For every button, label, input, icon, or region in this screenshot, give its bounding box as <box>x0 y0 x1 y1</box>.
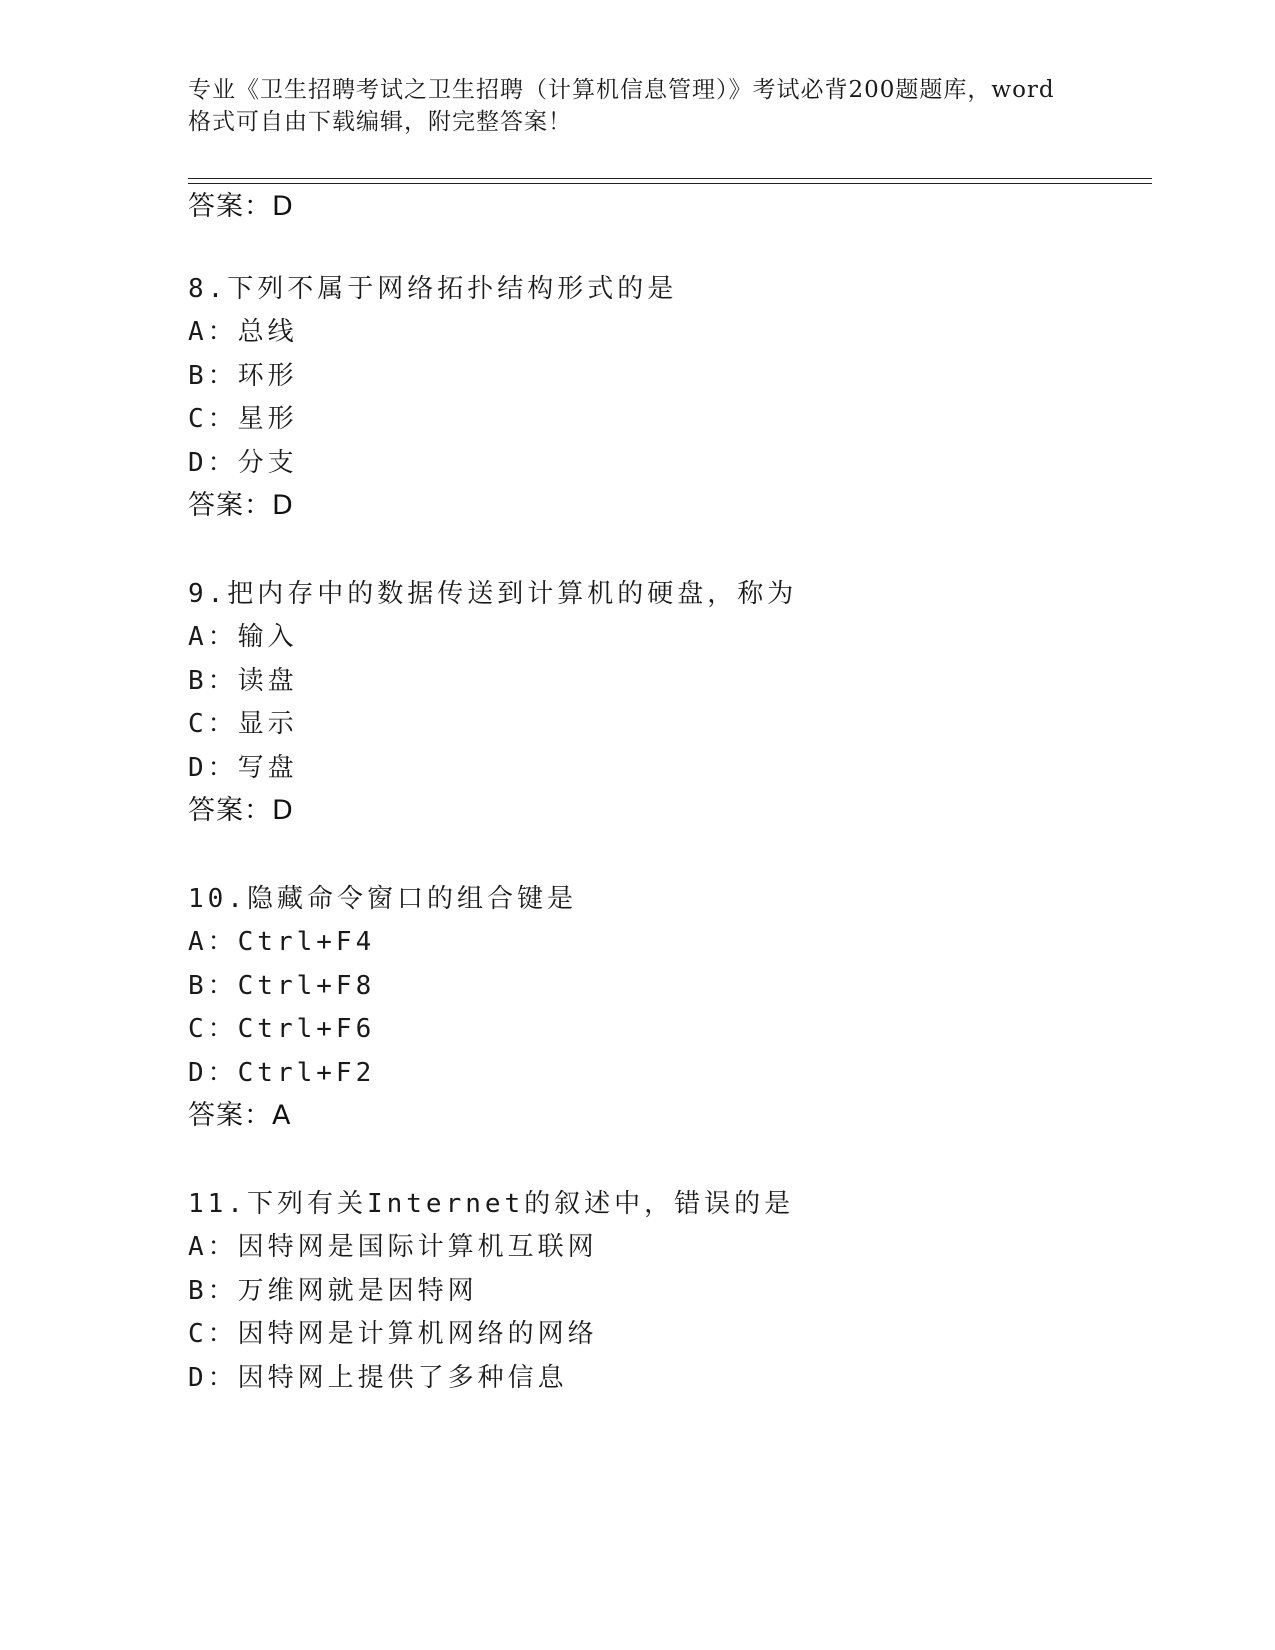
question-option: A：总线 <box>188 317 298 347</box>
question-option: A：输入 <box>188 622 298 652</box>
question-option: C：星形 <box>188 404 298 434</box>
question-option: A：Ctrl+F4 <box>188 927 376 957</box>
question-option: B：环形 <box>188 361 298 391</box>
question-option: D：写盘 <box>188 753 298 783</box>
question-option: B：万维网就是因特网 <box>188 1276 478 1306</box>
question-option: D：分支 <box>188 448 298 478</box>
question-answer: 答案：D <box>188 490 294 521</box>
question-option: B：Ctrl+F8 <box>188 971 376 1001</box>
header-line-1: 专业《卫生招聘考试之卫生招聘（计算机信息管理）》考试必背200题题库，word <box>188 77 1055 103</box>
question-option: C：显示 <box>188 709 298 739</box>
question-option: B：读盘 <box>188 666 298 696</box>
question-option: D：Ctrl+F2 <box>188 1058 376 1088</box>
question-option: A：因特网是国际计算机互联网 <box>188 1232 598 1262</box>
question-stem: 11.下列有关Internet的叙述中，错误的是 <box>188 1189 795 1219</box>
header-divider-bottom <box>188 183 1152 184</box>
previous-answer: 答案：D <box>188 191 294 222</box>
question-answer: 答案：A <box>188 1100 292 1131</box>
question-answer: 答案：D <box>188 795 294 826</box>
question-stem: 8.下列不属于网络拓扑结构形式的是 <box>188 274 678 304</box>
header-line-2: 格式可自由下载编辑，附完整答案！ <box>188 109 572 135</box>
header-divider-top <box>188 178 1152 179</box>
question-stem: 10.隐藏命令窗口的组合键是 <box>188 884 577 914</box>
question-stem: 9.把内存中的数据传送到计算机的硬盘，称为 <box>188 579 798 609</box>
document-header <box>188 74 1088 138</box>
question-option: C：因特网是计算机网络的网络 <box>188 1319 598 1349</box>
question-option: C：Ctrl+F6 <box>188 1014 376 1044</box>
question-option: D：因特网上提供了多种信息 <box>188 1363 568 1393</box>
